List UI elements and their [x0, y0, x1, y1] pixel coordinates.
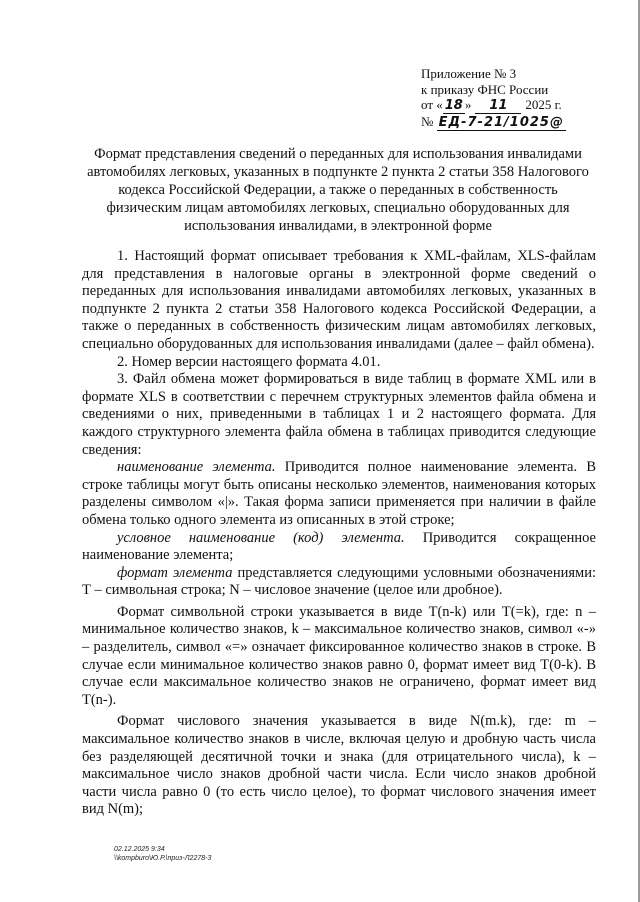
footer-file-path: \\kompburo\Ю.Р.\приз-Л2278-3 — [114, 855, 212, 862]
date-mid: » — [464, 97, 472, 112]
term-element-name: наименование элемента. — [117, 459, 276, 476]
text-element-format: представляется следующими условными обозначениями: Т – символьная строка; N – числовое значение (целое или дробное). — [82, 564, 596, 599]
date-day: 18 — [444, 98, 463, 113]
number-prefix: № — [421, 114, 434, 129]
paragraph-3: 3. Файл обмена может формироваться в виде таблиц в формате XML или в формате XLS в соответствии с перечнем структурных элементов файла обмена и сведениями о них, приведенными в таблицах 1 и 2 настоящего формата. Для каждого структурного элемента файла обмена в таблицах приводится следующие сведения: — [82, 371, 596, 458]
paragraph-1: 1. Настоящий формат описывает требования к XML-файлам, XLS-файлам для представления в налоговые органы в электронной форме сведений о переданных для использования инвалидами автомобилях легковых, указанных в подпункте 2 пункта 2 статьи 358 Налогового кодекса Российской Федерации, а также о переданных в собственность физическим лицам автомобилях легковых, специально оборудованных для использования инвалидами (далее – файл обмена). — [82, 248, 596, 352]
file-footer — [114, 845, 211, 863]
paragraph-number-format: Формат числового значения указывается в виде N(m.k), где: m – максимальное количество знаков в числе, включая целую и дробную часть числа без разделяющей десятичной точки и знака (для отрицательного числа), k – максимальное число знаков дробной части числа. Если число знаков дробной части числа равно 0 (то есть число целое), то формат числового значения имеет вид N(m); — [82, 713, 596, 818]
appendix-block — [421, 66, 621, 131]
document-body — [82, 248, 596, 819]
term-element-code: условное наименование (код) элемента. — [117, 529, 405, 546]
paragraph-element-format — [82, 565, 596, 600]
text-element-name: Приводится полное наименование элемента. В строке таблицы могут быть описаны несколько элементов, наименования которых разделены символом «|». Такая форма записи применяется при наличии в файле обмена только одного элемента из описанных в этой строке; — [82, 459, 596, 528]
appendix-number — [421, 114, 621, 131]
date-year: 2025 г. — [525, 97, 562, 112]
term-element-format: формат элемента — [117, 564, 233, 581]
order-number: ЕД-7-21/1025@ — [438, 115, 564, 130]
paragraph-element-code — [82, 530, 596, 565]
text-element-code: Приводится сокращенное наименование элемента; — [82, 529, 596, 564]
footer-timestamp: 02.12.2025 9:34 — [114, 846, 165, 853]
paragraph-element-name — [82, 459, 596, 529]
paragraph-2: 2. Номер версии настоящего формата 4.01. — [117, 353, 381, 370]
date-month: 11 — [475, 99, 521, 114]
appendix-title: Приложение № 3 — [421, 66, 517, 81]
paragraph-string-format: Формат символьной строки указывается в виде T(n-k) или T(=k), где: n – минимальное количество знаков, k – максимальное количество знаков, символ «-» – разделитель, символ «=» означает фиксированное количество знаков в строке. В случае если минимальное количество знаков равно 0, формат имеет вид T(0-k). В случае если максимальное количество знаков не ограничено, формат имеет вид T(n-). — [82, 603, 596, 708]
date-prefix: от « — [421, 97, 443, 112]
document-title: Формат представления сведений о переданных для использования инвалидами автомобилях легковых, указанных в подпункте 2 пункта 2 статьи 358 Налогового кодекса Российской Федерации, а также о переданных в собственность физическим лицам автомобилях легковых, специально оборудованных для использования инвалидами, в электронной форме — [87, 146, 589, 234]
appendix-order-ref: к приказу ФНС России — [421, 81, 549, 97]
appendix-date — [421, 97, 621, 114]
